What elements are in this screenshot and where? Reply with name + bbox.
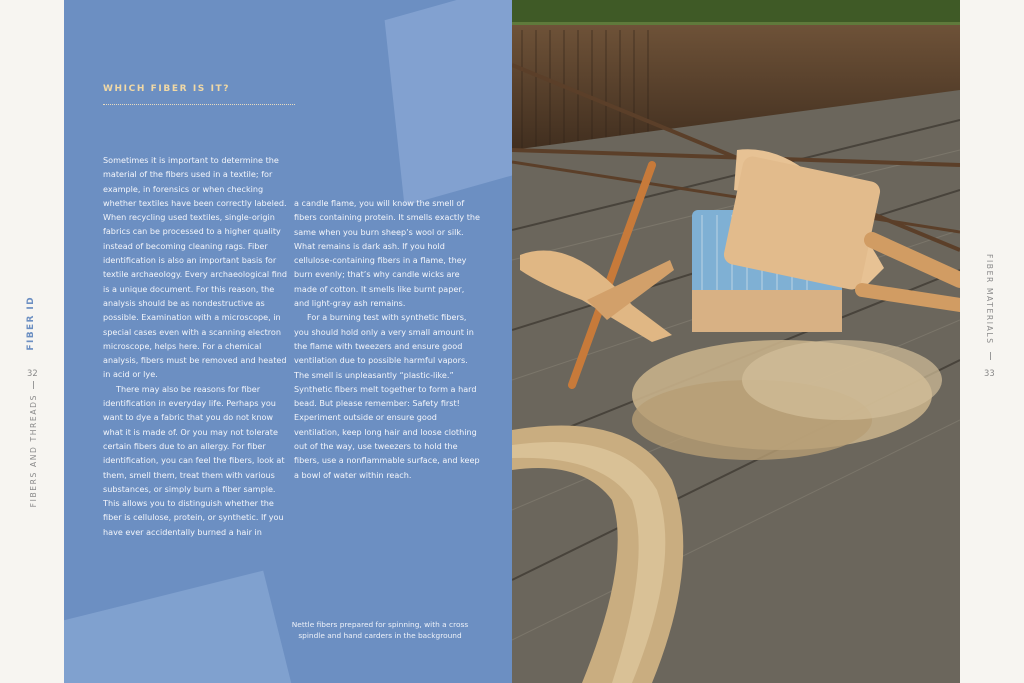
running-title-left: FIBERS AND THREADS xyxy=(29,394,38,508)
margin-divider-left xyxy=(33,381,34,389)
heading-dotted-rule xyxy=(103,104,295,105)
page-number-right: 33 xyxy=(984,368,995,378)
section-heading: WHICH FIBER IS IT? xyxy=(103,84,231,94)
paragraph: For a burning test with synthetic fibers, you should hold only a very small amount in the flame with tweezers and ensure good ventilation due to possible harmful vapors. The smell is unpleasantly “plastic-like.” Synthetic fibers melt together to form a hard bead. But please remember: Safety first! Experiment outside or ensure good ventilation, keep long hair and loose clothing out of the way, use tweezers to hold the fibers, use a nonflammable surface, and keep a bowl of water within reach. xyxy=(294,312,480,480)
paragraph: There may also be reasons for fiber identification in everyday life. Perhaps you want to dye a fabric that you do not know what it is made of. Or you may not tolerate certain fibers due to an allergy. For fiber identification, you can feel the fibers, look at them, smell them, treat them with various substances, or simply burn a fiber sample. This allows you to distinguish whether the fiber is cellulose, protein, or synthetic. If you have ever accidentally burned a hair in xyxy=(103,383,285,537)
decorative-shape xyxy=(64,571,297,683)
photo-caption: Nettle fibers prepared for spinning, with a cross spindle and hand carders in the background xyxy=(291,620,469,640)
paragraph: a candle flame, you will know the smell of fibers containing protein. It smells exactly the same when you burn sheep’s wool or silk. What remains is dark ash. If you hold cellulose-containing fibers in a flame, they burn evenly; that’s why candle wicks are made of cotton. It smells like burnt paper, and light-gray ash remains. xyxy=(294,198,480,309)
running-section-left: FIBER ID xyxy=(26,296,36,351)
running-section-right: FIBER MATERIALS xyxy=(985,254,994,345)
text-column-2 xyxy=(294,196,480,482)
margin-divider-right xyxy=(990,352,991,360)
decorative-shape xyxy=(385,0,512,206)
text-column-1 xyxy=(103,153,289,539)
photo-nettle-fibers xyxy=(512,0,960,683)
paragraph: Sometimes it is important to determine the material of the fibers used in a textile; for example, in forensics or when checking whether textiles have been correctly labeled. When recycling used textiles, single-origin fabrics can be processed to a higher quality instead of becoming cleaning rags. Fiber identification is also an important basis for textile archaeology. Every archaeological find is a unique document. For this reason, the analysis should be as nondestructive as possible. Examination with a microscope, in special cases even with a scanning electron microscope, helps here. For a chemical analysis, fibers must be removed and heated in acid or lye. xyxy=(103,155,288,380)
page-number-left: 32 xyxy=(27,368,38,378)
